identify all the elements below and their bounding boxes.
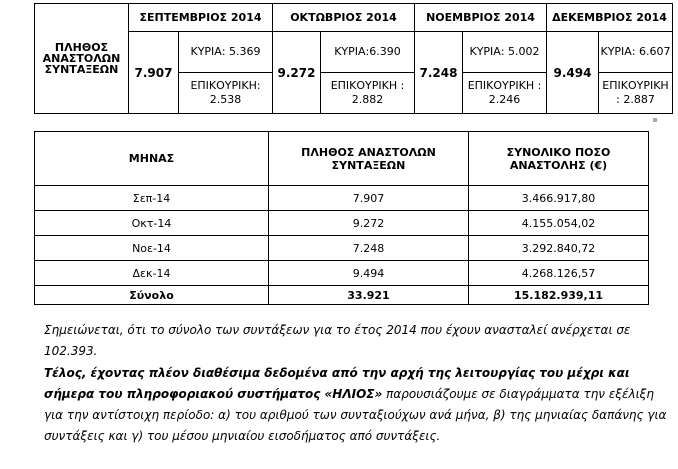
month-header-sep: ΣΕΠΤΕΜΒΡΙΟΣ 2014 <box>129 4 273 32</box>
column-header-month: ΜΗΝΑΣ <box>35 132 269 186</box>
month-aux-sep: ΕΠΙΚΟΥΡΙΚΗ: 2.538 <box>179 73 273 114</box>
conclusion-bold-text: Τέλος, έχοντας πλέον διαθέσιμα δεδομένα από την αρχή της λειτουργίας του μέχρι και σήμερα του πληροφοριακού συστήματος «ΗΛΙΟΣ» <box>44 366 630 401</box>
month-total-dec: 9.494 <box>547 32 599 114</box>
total-label: Σύνολο <box>35 286 269 305</box>
table-row <box>35 211 649 236</box>
month-header-nov: ΝΟΕΜΒΡΙΟΣ 2014 <box>415 4 547 32</box>
month-header-dec: ΔΕΚΕΜΒΡΙΟΣ 2014 <box>547 4 673 32</box>
table-row <box>35 261 649 286</box>
table-total-row <box>35 286 649 305</box>
conclusion-italic-text: παρουσιάζουμε σε διαγράμματα την εξέλιξη για την αντίστοιχη περίοδο: α) του αριθμού των συνταξιούχων ανά μήνα, β) της μηνιαίας δαπάνης για συντάξεις και γ) του μέσου μηνιαίου εισοδήματος από συντάξεις. <box>44 387 667 443</box>
edge-marker <box>653 118 657 122</box>
row-amount: 3.466.917,80 <box>469 186 649 211</box>
row-month: Οκτ-14 <box>35 211 269 236</box>
total-amount: 15.182.939,11 <box>469 286 649 305</box>
row-count: 7.248 <box>269 236 469 261</box>
month-main-oct: ΚΥΡΙΑ:6.390 <box>321 32 415 73</box>
row-count: 9.494 <box>269 261 469 286</box>
row-amount: 3.292.840,72 <box>469 236 649 261</box>
month-total-oct: 9.272 <box>273 32 321 114</box>
table-row <box>35 236 649 261</box>
month-aux-nov: ΕΠΙΚΟΥΡΙΚΗ : 2.246 <box>463 73 547 114</box>
note-paragraph: Σημειώνεται, ότι το σύνολο των συντάξεων για το έτος 2014 που έχουν ανασταλεί ανέρχεται σε 102.393. <box>44 323 631 358</box>
monthly-table <box>34 131 649 305</box>
row-month: Νοε-14 <box>35 236 269 261</box>
month-total-sep: 7.907 <box>129 32 179 114</box>
month-main-sep: ΚΥΡΙΑ: 5.369 <box>179 32 273 73</box>
row-count: 9.272 <box>269 211 469 236</box>
column-header-count: ΠΛΗΘΟΣ ΑΝΑΣΤΟΛΩΝ ΣΥΝΤΑΞΕΩΝ <box>269 132 469 186</box>
total-count: 33.921 <box>269 286 469 305</box>
row-month: Δεκ-14 <box>35 261 269 286</box>
row-month: Σεπ-14 <box>35 186 269 211</box>
row-count: 7.907 <box>269 186 469 211</box>
row-amount: 4.268.126,57 <box>469 261 649 286</box>
conclusion-paragraph <box>44 363 674 447</box>
table-header-row <box>35 132 649 186</box>
month-aux-oct: ΕΠΙΚΟΥΡΙΚΗ : 2.882 <box>321 73 415 114</box>
summary-row-label: ΠΛΗΘΟΣ ΑΝΑΣΤΟΛΩΝ ΣΥΝΤΑΞΕΩΝ <box>35 4 129 114</box>
table-row <box>35 186 649 211</box>
month-header-oct: ΟΚΤΩΒΡΙΟΣ 2014 <box>273 4 415 32</box>
summary-table <box>34 3 673 114</box>
month-total-nov: 7.248 <box>415 32 463 114</box>
row-amount: 4.155.054,02 <box>469 211 649 236</box>
month-main-dec: ΚΥΡΙΑ: 6.607 <box>599 32 673 73</box>
column-header-amount: ΣΥΝΟΛΙΚΟ ΠΟΣΟ ΑΝΑΣΤΟΛΗΣ (€) <box>469 132 649 186</box>
month-main-nov: ΚΥΡΙΑ: 5.002 <box>463 32 547 73</box>
month-aux-dec: ΕΠΙΚΟΥΡΙΚΗ : 2.887 <box>599 73 673 114</box>
